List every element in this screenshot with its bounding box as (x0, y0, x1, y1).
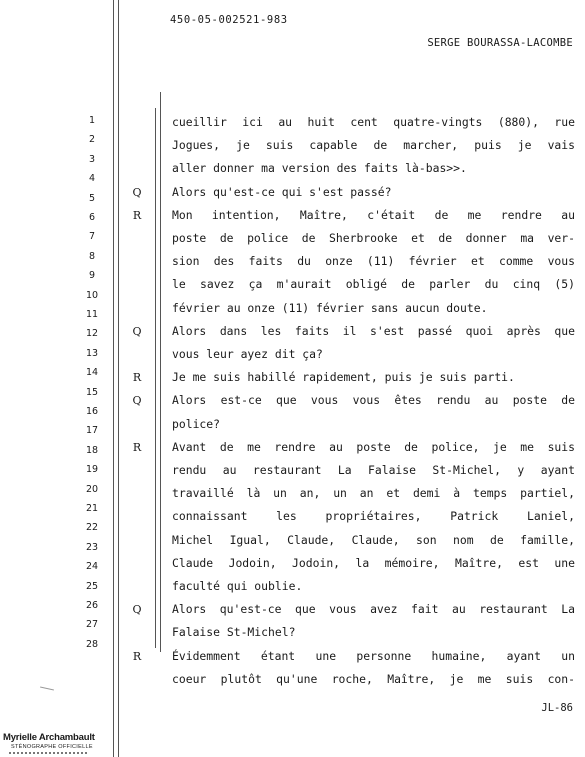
transcript-line: février au onze (11) février sans aucun doute. (172, 300, 488, 315)
margin-line-number: 22 (85, 522, 99, 534)
margin-line-number: 27 (85, 619, 99, 631)
margin-line-number: 26 (85, 600, 99, 611)
margin-line-number: 6 (88, 212, 96, 223)
transcript-line: Alors est-ce que vous vous êtes rendu au poste de (172, 393, 575, 408)
transcript-line: Jogues, je suis capable de marcher, puis je vais (172, 138, 575, 153)
transcript-line: Claude Jodoin, Jodoin, la mémoire, Maître, est une (172, 555, 575, 570)
transcript-line: police? (172, 416, 221, 431)
speaker-marker: R (132, 440, 142, 454)
margin-line-number: 3 (88, 153, 96, 165)
transcript-line: Alors dans les faits il s'est passé quoi après que (172, 323, 575, 338)
transcript-line: sion des faits du onze (11) février et comme vous (172, 254, 575, 269)
transcript-line: Falaise St-Michel? (172, 625, 296, 640)
transcript-line: rendu au restaurant La Falaise St-Michel, y ayant (172, 463, 575, 477)
speaker-marker: Q (132, 603, 142, 617)
stenographer-name: Myrielle Archambault (3, 732, 95, 743)
transcript-line: Alors qu'est-ce qui s'est passé? (172, 184, 392, 199)
transcript-line: Avant de me rendre au poste de police, je me suis (172, 439, 575, 454)
stenographer-stamp (3, 732, 113, 754)
speaker-marker: Q (132, 185, 142, 199)
transcript-line: vous leur ayez dit ça? (172, 347, 323, 361)
margin-line-number: 25 (85, 580, 99, 592)
margin-line-number: 18 (85, 444, 99, 456)
margin-rule-left-inner (118, 0, 119, 757)
transcript-line: Évidemment étant une personne humaine, ayant un (172, 648, 575, 663)
transcript-line: poste de police de Sherbrooke et de donner ma ver- (172, 231, 575, 245)
transcript-line: Alors qu'est-ce que vous avez fait au restaurant La (172, 602, 575, 617)
speaker-marker: Q (132, 394, 142, 408)
transcript-line: cueillir ici au huit cent quatre-vingts (880), rue (172, 115, 575, 129)
margin-line-number: 13 (85, 347, 99, 359)
margin-line-number: 9 (88, 270, 96, 282)
speaker-marker: R (132, 208, 142, 222)
speaker-rule-left (155, 108, 156, 648)
margin-line-number: 1 (88, 115, 96, 126)
margin-rule-left (113, 0, 114, 757)
margin-line-number: 15 (85, 386, 99, 398)
transcript-line: Mon intention, Maître, c'était de me rendre au (172, 207, 575, 222)
transcript-line: aller donner ma version des faits là-bas>>. (172, 161, 467, 176)
margin-line-number: 14 (85, 367, 99, 379)
witness-name: SERGE BOURASSA-LACOMBE (427, 37, 573, 49)
transcript-line: faculté qui oublie. (172, 579, 303, 593)
margin-line-number: 4 (88, 173, 96, 185)
transcript-line: le savez ça m'aurait obligé de parler du cinq (5) (172, 277, 575, 292)
margin-line-number: 21 (85, 503, 99, 514)
page-label: JL-86 (541, 702, 573, 714)
speaker-marker: R (132, 649, 142, 663)
margin-line-number: 20 (85, 483, 99, 495)
margin-line-number: 28 (85, 638, 99, 650)
margin-line-number: 11 (85, 309, 99, 320)
document-id: 450-05-002521-983 (170, 14, 288, 26)
speaker-rule-right (160, 92, 161, 652)
margin-line-number: 12 (85, 328, 99, 340)
stamp-underline (9, 752, 89, 754)
margin-line-number: 19 (85, 464, 99, 476)
margin-line-number: 8 (88, 250, 96, 262)
margin-line-number: 24 (85, 561, 99, 573)
margin-line-number: 2 (88, 134, 96, 146)
margin-line-number: 23 (85, 541, 99, 553)
margin-line-number: 10 (85, 289, 99, 301)
speaker-marker: R (132, 371, 142, 385)
speaker-marker: Q (132, 324, 142, 338)
transcript-line: coeur plutôt qu'une roche, Maître, je me suis con- (172, 671, 575, 686)
transcript-line: Je me suis habillé rapidement, puis je suis parti. (172, 370, 515, 385)
transcript-line: connaissant les propriétaires, Patrick Laniel, (172, 509, 575, 524)
transcript-line: travaillé là un an, un an et demi à temps partiel, (172, 486, 575, 501)
stenographer-role: STÉNOGRAPHE OFFICIELLE (11, 744, 93, 750)
margin-line-number: 17 (85, 425, 99, 437)
scan-mark (40, 687, 54, 691)
margin-line-number: 7 (88, 231, 96, 243)
margin-line-number: 5 (88, 192, 96, 204)
margin-line-number: 16 (85, 406, 99, 417)
transcript-line: Michel Igual, Claude, Claude, son nom de famille, (172, 532, 575, 547)
